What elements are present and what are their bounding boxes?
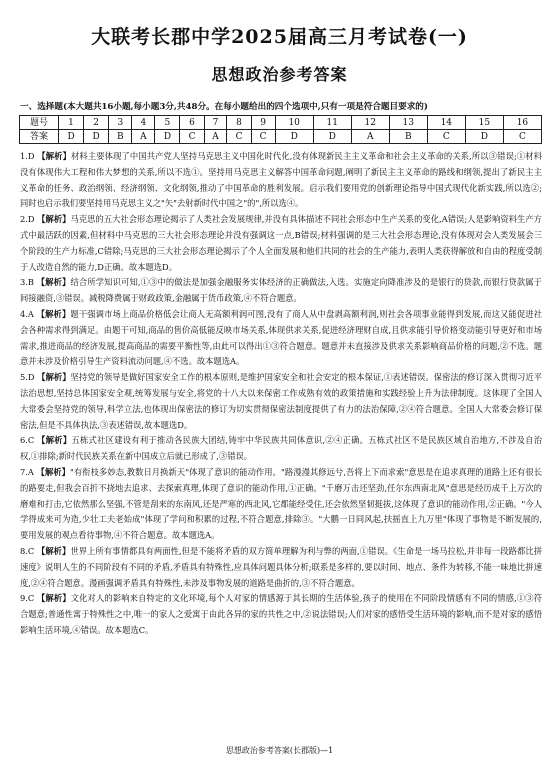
answer-cell: D [313, 130, 351, 144]
question-number: 13 [389, 116, 427, 130]
answer-label: 答案 [20, 130, 59, 144]
analysis-tag: 【解析】 [37, 593, 71, 604]
question-number: 2 [84, 116, 109, 130]
item-number: 1.D [20, 151, 35, 161]
question-number: 15 [465, 116, 503, 130]
analysis-tag: 【解析】 [37, 435, 72, 446]
analysis-tag: 【解析】 [37, 151, 71, 161]
answer-cell: D [465, 130, 503, 144]
explanation-item [20, 465, 542, 544]
item-text: 世界上所有事情都具有两面性,但是不能将矛盾的双方简单理解为利与弊的两面,①错误。《生命是一场马拉松,并非每一段路都比拼速度》说明人生的不同阶段有不同的矛盾,矛盾具有特殊性,应具体问题具体分析;联系是多样的,要以时间、地点、条件为转移,不能一味地比拼速度,②④符合题意。漫画强调矛盾具有特殊性,未涉及事物发展的道路是曲折的,③不符合题意。 [20, 545, 542, 588]
answer-cell: C [503, 130, 541, 144]
item-text: 材料主要体现了中国共产党人坚持马克思主义中国化时代化,没有体现新民主主义革命和社会主义革命的关系,所以③错误;①材料没有体现伟大工程和伟大梦想的关系,所以不选①。坚持用马克思主义解答中国革命问题,阐明了新民主主义革命的路线和纲领,提出了新民主主义革命的任务、政治纲领、经济纲领、文化纲领,推动了中国革命的胜利发展。启示我们要用党的创新理论指导中国式现代化新实践,所以选②;同时也启示我们要坚持用马克思主义之"矢"去射新时代中国之"的",所以选④。 [20, 151, 542, 209]
analysis-tag: 【解析】 [36, 308, 71, 319]
question-number: 10 [275, 116, 313, 130]
question-number: 4 [132, 116, 155, 130]
explanation-item [20, 307, 542, 370]
question-number: 1 [59, 116, 84, 130]
section-heading: 一、选择题(本大题共16小题,每小题3分,共48分。在每小题给出的四个选项中,只有一项是符合题目要求的) [20, 102, 428, 112]
item-text: 结合所学知识可知,①③中的做法是加强金融服务实体经济的正确做法,入选。实施定向降准涉及的是银行的贷款,而银行贷款属于间接融资,③错误。减税降费属于财政政策,金融属于货币政策,④不符合题意。 [20, 277, 542, 304]
answer-cell: D [155, 130, 180, 144]
analysis-tag: 【解析】 [37, 214, 71, 225]
analysis-tag: 【解析】 [36, 466, 71, 477]
item-text: 坚持党的领导是做好国家安全工作的根本原则,是维护国家安全和社会安定的根本保证,①表述错误。保密法的修订深入贯彻习近平法治思想,坚持总体国家安全观,统筹发展与安全,将党的十八大以来保密工作成熟有效的政策措施和实践经验上升为法律制度。这体现了全国人大常委会坚持党的领导,科学立法,也体现出保密法的修订为切实贯彻保密法制度提供了有力的法治保障,②④符合题意。全国人大常委会修订保密法,但是不具体执法,③表述错误,故本题选D。 [20, 372, 542, 430]
item-number: 4.A [20, 308, 34, 319]
item-text: 五栋式社区建设有利于推动各民族大团结,铸牢中华民族共同体意识,②④正确。五栋式社区不是民族区域自治地方,不涉及自治权,①排除;新时代民族关系在新中国成立后就已形成了,③错误。 [20, 435, 542, 462]
question-number: 7 [204, 116, 227, 130]
exam-title: 大联考长郡中学2025届高三月考试卷(一) [91, 26, 468, 48]
question-number: 3 [109, 116, 132, 130]
item-number: 3.B [20, 277, 35, 288]
question-number: 12 [351, 116, 389, 130]
item-number: 7.A [20, 466, 34, 477]
item-text: 文化对人的影响来自特定的文化环境,每个人对家的情感源于其长期的生活体验,孩子的使用在不同阶段情感有不同的情感,①③符合题意;普通性寓于特殊性之中,唯一的家人之爱寓于由此各异的家的共性之中,②说法错误;人们对家的感悟受生活环境的影响,而不是对家的感悟影响生活环境,④错误。故本题选C。 [20, 593, 542, 635]
item-number: 2.D [20, 214, 35, 225]
answer-cell: D [275, 130, 313, 144]
question-number: 6 [180, 116, 204, 130]
answer-cell: C [180, 130, 204, 144]
question-number: 5 [155, 116, 180, 130]
analysis-tag: 【解析】 [36, 545, 71, 556]
explanation-item [20, 433, 542, 465]
explanations [20, 149, 542, 639]
explanation-item [20, 544, 542, 591]
answer-cell: D [84, 130, 109, 144]
question-number: 16 [503, 116, 541, 130]
answer-table [19, 115, 542, 144]
question-number: 8 [227, 116, 251, 130]
answer-row [20, 130, 542, 144]
item-text: 马克思的五大社会形态理论揭示了人类社会发展规律,并没有具体描述不同社会形态中生产关系的变化,A错误;人是影响资料生产方式中最活跃的因素,但材料中马克思的三大社会形态理论并没有强调这一点,B错误;材料强调的是三大社会形态理论,没有体现对会人类发展会三个阶段的生产力标准,C错除;马克思的三大社会形态理论揭示了个人全面发展和他们共同的社会的生产能力,表明人类获得解放和自由的程度受制于人改造自然的能力,D正确。故本题选D。 [20, 214, 542, 272]
item-number: 6.C [20, 435, 35, 446]
item-number: 5.D [20, 372, 35, 383]
answer-cell: A [204, 130, 227, 144]
explanation-item [20, 591, 542, 638]
question-number: 11 [313, 116, 351, 130]
answer-cell: C [251, 130, 275, 144]
answer-cell: C [227, 130, 251, 144]
question-number-row [20, 116, 542, 130]
answer-cell: C [427, 130, 465, 144]
answer-cell: A [132, 130, 155, 144]
analysis-tag: 【解析】 [37, 372, 71, 383]
question-number: 14 [427, 116, 465, 130]
answer-key-subtitle: 思想政治参考答案 [211, 65, 348, 84]
question-number: 9 [251, 116, 275, 130]
explanation-item [20, 275, 542, 307]
explanation-item [20, 370, 542, 433]
answer-cell: A [351, 130, 389, 144]
item-number: 9.C [20, 593, 35, 604]
explanation-item [20, 212, 542, 275]
page-footer: 思想政治参考答案(长郡版)—1 [225, 746, 334, 755]
answer-cell: D [59, 130, 84, 144]
item-number: 8.C [20, 545, 35, 556]
analysis-tag: 【解析】 [36, 277, 71, 288]
answer-cell: B [389, 130, 427, 144]
item-text: 题干强调市场上商品价格低会让商人无高额利润可图,没有了商人从中盘剥高额利润,则社会各项事业能得到发展,而这又能促进社会各种需求得到满足。由题干可知,商品的售价高低能反映市场关系,体现供求关系,促进经济理财自成,且供求能引导价格变动能引导更好和市场需求,推进商品的经济发展,提高商品的需要平衡性等,由此可以得出①③符合题意。题意并未直接涉及供求关系影响商品价格的问题,②不选。题意并未涉及价格引导生产资料流动问题,④不选。故本题选A。 [20, 308, 542, 367]
item-text: "有衔枝多妙态,教数日月换新天"体现了意识的能动作用。"路漫漫其修远兮,吾将上下而求索"意思是在追求真理的道路上还有很长的路要走,但我会百折不挠地去追求、去探索真理,体现了意识的能动作用,①正确。"千磨万击还坚劲,任尔东西南北风"意思是经历成千上万次的磨难和打击,它依然那么坚强,不管是刮来的东南风,还是严寒的西北风,它都能经受住,还会依然坚韧挺拔,这体现了意识的能动作用,②正确。"今人学得成来可为造,少壮工夫老始成"体现了学问和积累的过程,不符合题意,排除③。"大鹏一日同风起,扶摇直上九万里"体现了事物是不断发展的,要用发展的观点看待事物,④不符合题意。故本题选A。 [20, 466, 542, 541]
explanation-item [20, 149, 542, 212]
question-number-label: 题号 [20, 116, 59, 130]
answer-cell: B [109, 130, 132, 144]
